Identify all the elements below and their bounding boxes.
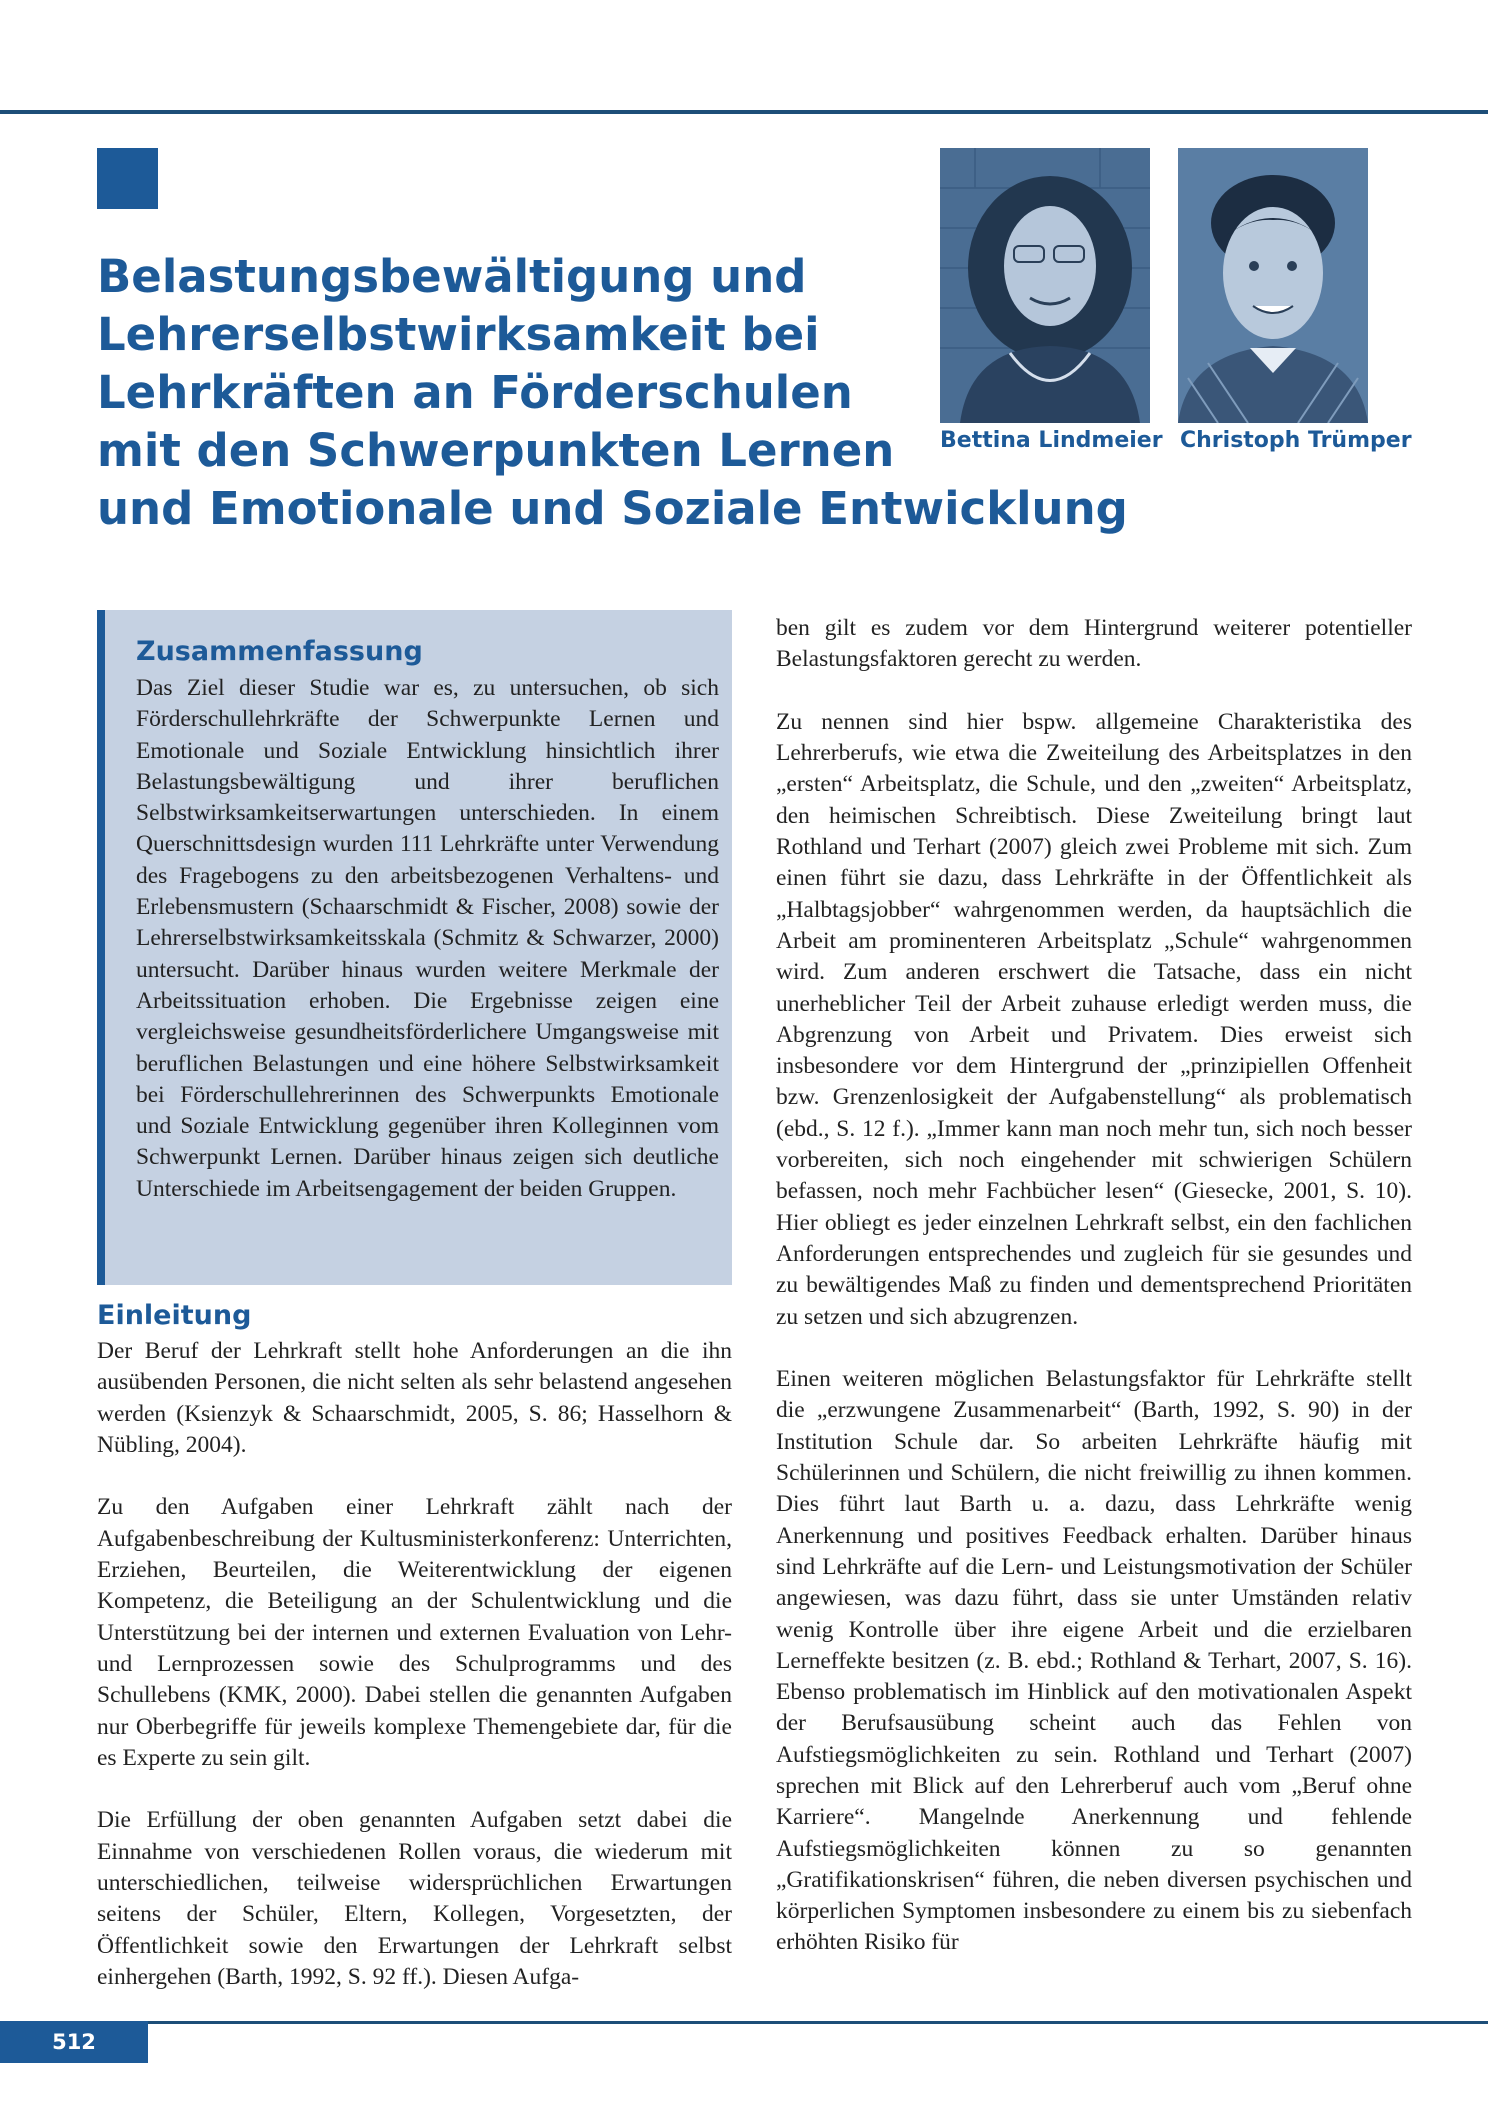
right-column bbox=[776, 613, 1412, 1990]
author-name: Christoph Trümper bbox=[1180, 428, 1412, 453]
title-line: Belastungsbewältigung und bbox=[97, 250, 807, 303]
body-paragraph: Einen weiteren möglichen Belastungsfaktor für Lehrkräfte stellt die „erzwungene Zusammenarbeit“ (Barth, 1992, S. 90) in der Institution Schule dar. So arbeiten Lehrkräfte häufig mit Schülerinnen und Schülern, die nicht freiwillig zu ihnen kommen. Dies führt laut Barth u. a. dazu, dass Lehrkräfte wenig Anerkennung und positives Feedback erhalten. Darüber hinaus sind Lehrkräfte auf die Lern- und Leistungsmotivation der Schüler angewiesen, was dazu führt, dass sie unter Umständen relativ wenig Kontrolle über ihre eigene Arbeit und die erzielbaren Lerneffekte besitzen (z. B. ebd.; Rothland & Terhart, 2007, S. 16). Ebenso problematisch im Hinblick auf den motivationalen Aspekt der Berufsausübung scheint auch das Fehlen von Aufstiegsmöglichkeiten zu sein. Rothland und Terhart (2007) sprechen mit Blick auf den Lehrerberuf auch vom „Beruf ohne Karriere“. Mangelnde Anerkennung und fehlende Aufstiegsmöglichkeiten können zu so genannten „Gratifikationskrisen“ führen, die neben diversen psychischen und körperlichen Symptomen insbesondere zu einem bis zu siebenfach erhöhten Risiko für bbox=[776, 1366, 1412, 1956]
body-paragraph: Die Erfüllung der oben genannten Aufgaben setzt dabei die Einnahme von verschiedenen Rollen voraus, die wiederum mit unterschiedlichen, teilweise widersprüchlichen Erwartungen seitens der Schüler, Eltern, Kollegen, Vorgesetzten, der Öffentlichkeit sowie den Erwartungen der Lehrkraft selbst einhergehen (Barth, 1992, S. 92 ff.). Diesen Aufga- bbox=[97, 1807, 732, 1990]
title-line: mit den Schwerpunkten Lernen bbox=[97, 424, 895, 477]
body-paragraph: Zu nennen sind hier bspw. allgemeine Charakteristika des Lehrerberufs, wie etwa die Zweiteilung des Arbeitsplatzes in den „ersten“ Arbeitsplatz, die Schule, und den „zweiten“ Arbeitsplatz, den heimischen Schreibtisch. Diese Zweiteilung bringt laut Rothland und Terhart (2007) gleich zwei Probleme mit sich. Zum einen führt sie dazu, dass Lehrkräfte in der Öffentlichkeit als „Halbtagsjobber“ wahrgenommen werden, da hauptsächlich die Arbeit am prominenteren Arbeitsplatz „Schule“ wahrgenommen wird. Zum anderen erschwert die Tatsache, dass ein nicht unerheblicher Teil der Arbeit zuhause erledigt werden muss, die Abgrenzung von Arbeit und Privatem. Dies erweist sich insbesondere vor dem Hintergrund der „prinzipiellen Offenheit bzw. Grenzenlosigkeit der Aufgabenstellung“ als problematisch (ebd., S. 12 f.). „Immer kann man noch mehr tun, sich noch besser vorbereiten, sich noch eingehender mit schwierigen Schülern befassen, noch mehr Fachbücher lesen“ (Giesecke, 2001, S. 10). Hier obliegt es jeder einzelnen Lehrkraft selbst, ein den fachlichen Anforderungen entsprechendes und zugleich für sie gesundes und zu bewältigendes Maß zu finden und dementsprechend Prioritäten zu setzen und sich abzugrenzen. bbox=[776, 708, 1412, 1330]
author-name: Bettina Lindmeier bbox=[940, 428, 1163, 453]
body-paragraph: Der Beruf der Lehrkraft stellt hohe Anforderungen an die ihn ausübenden Personen, die nicht selten als sehr belastend angesehen werden (Ksienzyk & Schaarschmidt, 2005, S. 86; Hasselhorn & Nübling, 2004). bbox=[97, 1338, 732, 1458]
section-marker-square bbox=[97, 148, 158, 209]
body-paragraph: Zu den Aufgaben einer Lehrkraft zählt nach der Aufgabenbeschreibung der Kultusministerkonferenz: Unterrichten, Erziehen, Beurteilen, die Weiterentwicklung der eigenen Kompetenz, die Beteiligung an der Schulentwicklung und die Unterstützung bei der internen und externen Evaluation von Lehr- und Lernprozessen sowie des Schulprogramms und des Schullebens (KMK, 2000). Dabei stellen die genannten Aufgaben nur Oberbegriffe für jeweils komplexe Themengebiete dar, für die es Experte zu sein gilt. bbox=[97, 1494, 732, 1771]
author-photo-lindmeier bbox=[940, 148, 1150, 423]
abstract-box bbox=[97, 610, 732, 1285]
bottom-rule bbox=[0, 2021, 1488, 2024]
abstract-text: Das Ziel dieser Studie war es, zu untersuchen, ob sich Förderschullehrkräfte der Schwerpunkte Lernen und Emotionale und Soziale Entwicklung hinsichtlich ihrer Belastungsbewältigung und ihrer beruflichen Selbstwirksamkeitserwartungen unterschieden. In einem Querschnittsdesign wurden 111 Lehrkräfte unter Verwendung des Fragebogens zu den arbeitsbezogenen Verhaltens- und Erlebensmustern (Schaarschmidt & Fischer, 2008) sowie der Lehrerselbstwirksamkeitsskala (Schmitz & Schwarzer, 2000) untersucht. Darüber hinaus wurden weitere Merkmale der Arbeitssituation erhoben. Die Ergebnisse zeigen eine vergleichsweise gesundheitsförderlichere Umgangsweise mit beruflichen Belastungen und eine höhere Selbstwirksamkeit bei Förderschullehrerinnen des Schwerpunkts Emotionale und Soziale Entwicklung gegenüber ihren Kolleginnen vom Schwerpunkt Lernen. Darüber hinaus zeigen sich deutliche Unterschiede im Arbeitsengagement der beiden Gruppen. bbox=[136, 675, 719, 1202]
abstract-heading: Zusammenfassung bbox=[136, 636, 423, 667]
section-heading-einleitung: Einleitung bbox=[97, 1300, 252, 1331]
top-rule bbox=[0, 110, 1488, 114]
title-line: und Emotionale und Soziale Entwicklung bbox=[97, 482, 1128, 535]
title-line: Lehrkräften an Förderschulen bbox=[97, 366, 853, 419]
page-number: 512 bbox=[0, 2021, 148, 2063]
left-column bbox=[97, 1298, 732, 2025]
author-photo-truemper bbox=[1178, 148, 1368, 423]
body-paragraph: ben gilt es zudem vor dem Hintergrund weiterer potentieller Belastungsfaktoren gerecht zu werden. bbox=[776, 615, 1412, 673]
title-line: Lehrerselbstwirksamkeit bei bbox=[97, 308, 820, 361]
